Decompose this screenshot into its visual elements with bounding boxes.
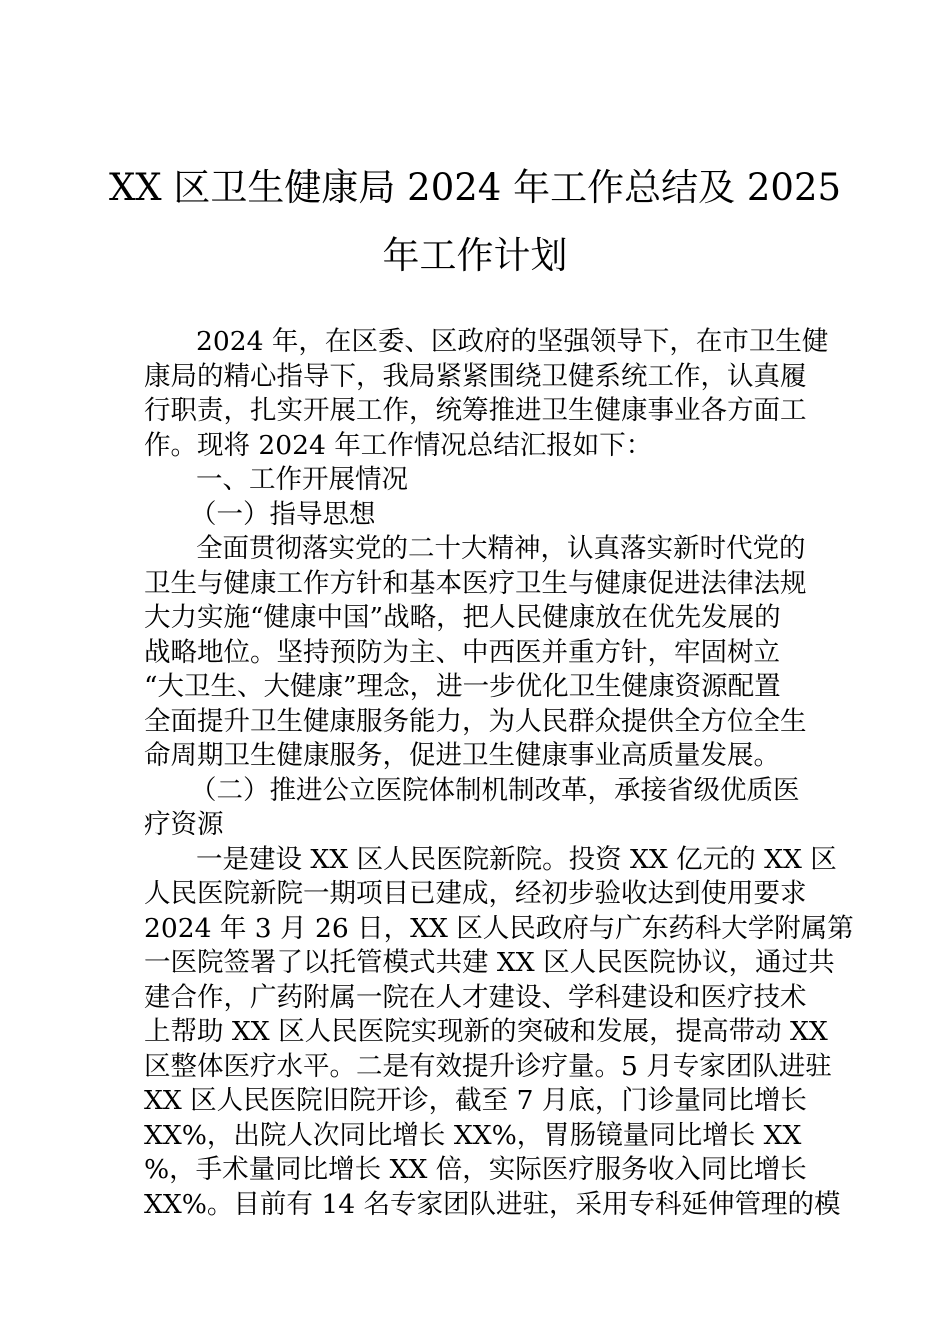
body-line: 全面提升卫生健康服务能力，为人民群众提供全方位全生 xyxy=(144,705,807,737)
body-line: 2024 年 3 月 26 日，XX 区人民政府与广东药科大学附属第 xyxy=(144,912,854,944)
body-line: 行职责，扎实开展工作，统筹推进卫生健康事业各方面工 xyxy=(144,395,807,426)
subsection-heading: （一）指导思想 xyxy=(190,498,376,530)
body-line: 建合作，广药附属一院在人才建设、学科建设和医疗技术 xyxy=(144,981,807,1013)
body-line: 2024 年，在区委、区政府的坚强领导下，在市卫生健 xyxy=(196,326,829,357)
document-title-line-2: 年工作计划 xyxy=(382,234,568,277)
body-line: 一医院签署了以托管模式共建 XX 区人民医院协议，通过共 xyxy=(144,947,835,978)
body-line: 大力实施“健康中国”战略，把人民健康放在优先发展的 xyxy=(144,602,781,633)
section-heading: 一、工作开展情况 xyxy=(196,464,408,495)
body-line: XX%。目前有 14 名专家团队进驻，采用专科延伸管理的模 xyxy=(144,1188,841,1220)
body-line: %，手术量同比增长 XX 倍，实际医疗服务收入同比增长 xyxy=(144,1154,807,1185)
body-line: 康局的精心指导下，我局紧紧围绕卫健系统工作，认真履 xyxy=(144,360,807,392)
body-line: 全面贯彻落实党的二十大精神，认真落实新时代党的 xyxy=(196,533,806,564)
document-body xyxy=(144,325,854,1222)
body-line: 战略地位。坚持预防为主、中西医并重方针，牢固树立 xyxy=(144,636,780,668)
body-line: XX%，出院人次同比增长 XX%，胃肠镜量同比增长 XX xyxy=(144,1119,802,1151)
body-line: 区整体医疗水平。二是有效提升诊疗量。5 月专家团队进驻 xyxy=(144,1050,832,1082)
body-line: 一是建设 XX 区人民医院新院。投资 XX 亿元的 XX 区 xyxy=(196,843,837,875)
body-line: “大卫生、大健康”理念，进一步优化卫生健康资源配置 xyxy=(144,671,781,702)
subsection-heading: （二）推进公立医院体制机制改革，承接省级优质医 xyxy=(190,774,800,806)
body-line: 作。现将 2024 年工作情况总结汇报如下： xyxy=(144,429,653,461)
body-line: XX 区人民医院旧院开诊，截至 7 月底，门诊量同比增长 xyxy=(144,1085,807,1116)
body-line: 命周期卫生健康服务，促进卫生健康事业高质量发展。 xyxy=(144,740,780,771)
subsection-heading-cont: 疗资源 xyxy=(144,809,224,840)
document-title-line-1: XX 区卫生健康局 2024 年工作总结及 2025 xyxy=(108,166,842,209)
body-line: 人民医院新院一期项目已建成，经初步验收达到使用要求 xyxy=(144,878,807,909)
body-line: 上帮助 XX 区人民医院实现新的突破和发展，提高带动 XX xyxy=(144,1016,828,1047)
body-line: 卫生与健康工作方针和基本医疗卫生与健康促进法律法规 xyxy=(144,567,807,599)
